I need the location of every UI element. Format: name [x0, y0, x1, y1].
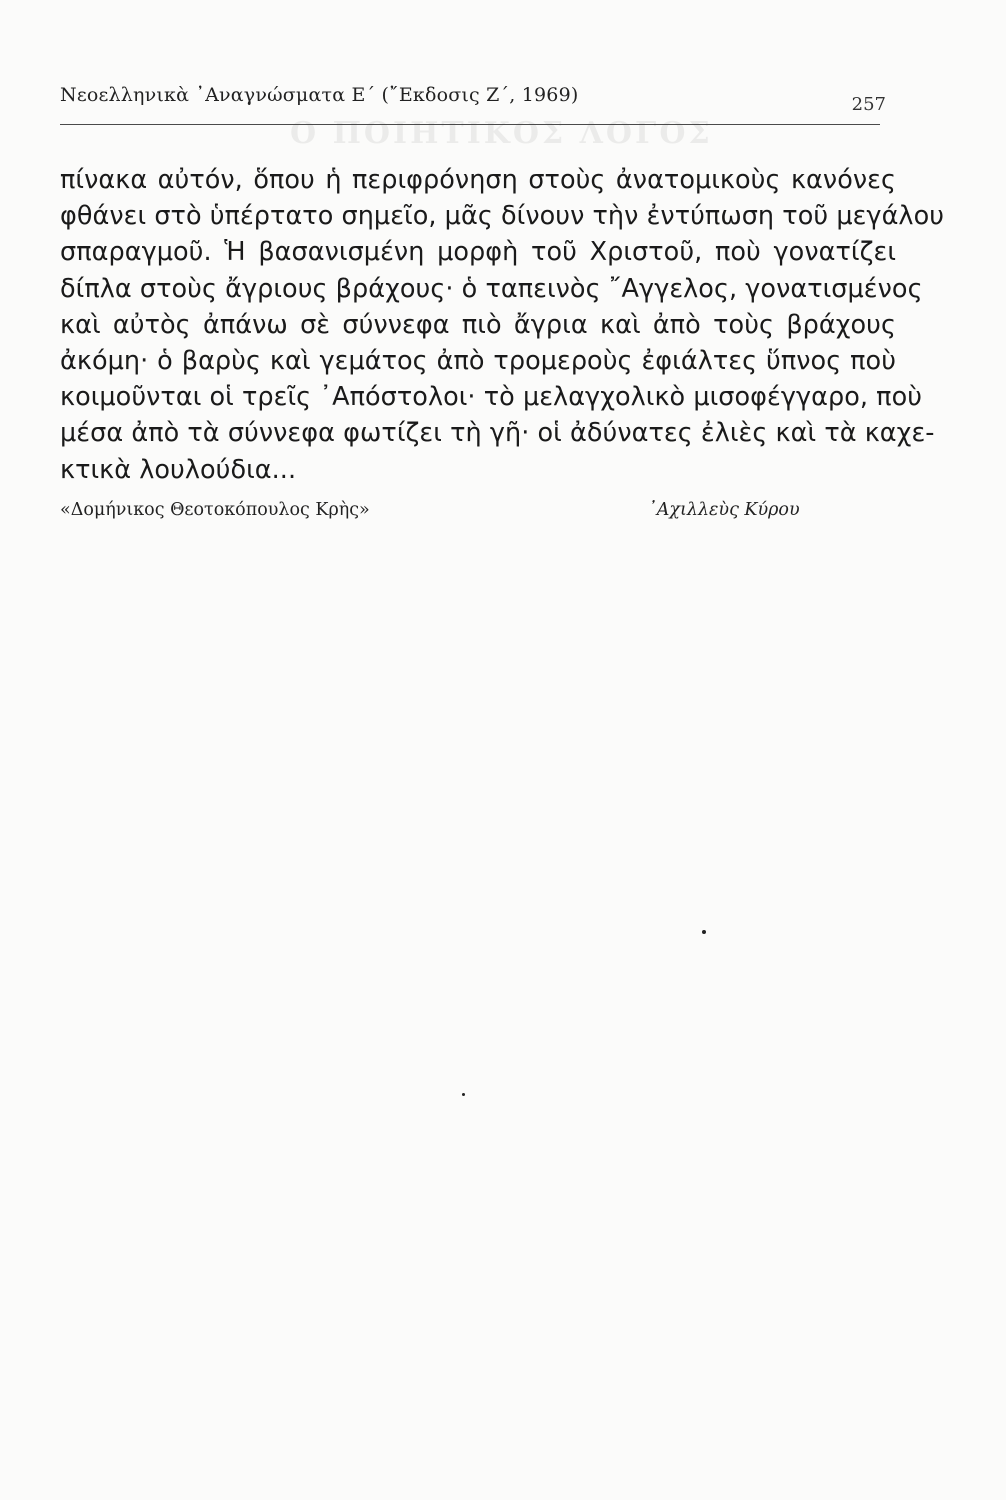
- text-line: σπαραγμοῦ. Ἡ βασανισμένη μορφὴ τοῦ Χριστοῦ, ποὺ γονατίζει: [60, 237, 896, 268]
- text-line: κοιμοῦνται οἱ τρεῖς ᾿Απόστολοι· τὸ μελαγχολικὸ μισοφέγγαρο, ποὺ: [60, 382, 923, 413]
- text-line: μέσα ἀπὸ τὰ σύννεφα φωτίζει τὴ γῆ· οἱ ἀδύνατες ἐλιὲς καὶ τὰ καχε-: [60, 418, 935, 449]
- author-name: ᾿Αχιλλεὺς Κύρου: [648, 500, 800, 520]
- book-title: Νεοελληνικὰ ᾿Αναγνώσματα Ε΄ (῎Εκδοσις Ζ΄, 1969): [60, 84, 579, 106]
- print-speck: [462, 1093, 465, 1096]
- bleed-through-title: Ο ΠΟΙΗΤΙΚΟΣ ΛΟΓΟΣ: [290, 116, 713, 151]
- text-line: κτικὰ λουλούδια...: [60, 454, 297, 485]
- text-line: φθάνει στὸ ὑπέρτατο σημεῖο, μᾶς δίνουν τὴν ἐντύπωση τοῦ μεγάλου: [60, 201, 945, 232]
- header-rule: [60, 124, 880, 125]
- source-title: «Δομήνικος Θεοτοκόπουλος Κρὴς»: [60, 500, 370, 520]
- body-paragraph: [60, 162, 945, 488]
- running-header: [60, 84, 886, 120]
- attribution-row: [60, 500, 896, 530]
- text-line: καὶ αὐτὸς ἀπάνω σὲ σύννεφα πιὸ ἄγρια καὶ ἀπὸ τοὺς βράχους: [60, 309, 896, 340]
- text-line: δίπλα στοὺς ἄγριους βράχους· ὁ ταπεινὸς ῎Αγγελος, γονατισμένος: [60, 273, 923, 304]
- text-line: ἀκόμη· ὁ βαρὺς καὶ γεμάτος ἀπὸ τρομεροὺς ἐφιάλτες ὕπνος ποὺ: [60, 346, 896, 377]
- text-line: πίνακα αὐτόν, ὅπου ἡ περιφρόνηση στοὺς ἀνατομικοὺς κανόνες: [60, 165, 896, 195]
- print-speck: [702, 930, 706, 934]
- page-number: 257: [851, 94, 886, 115]
